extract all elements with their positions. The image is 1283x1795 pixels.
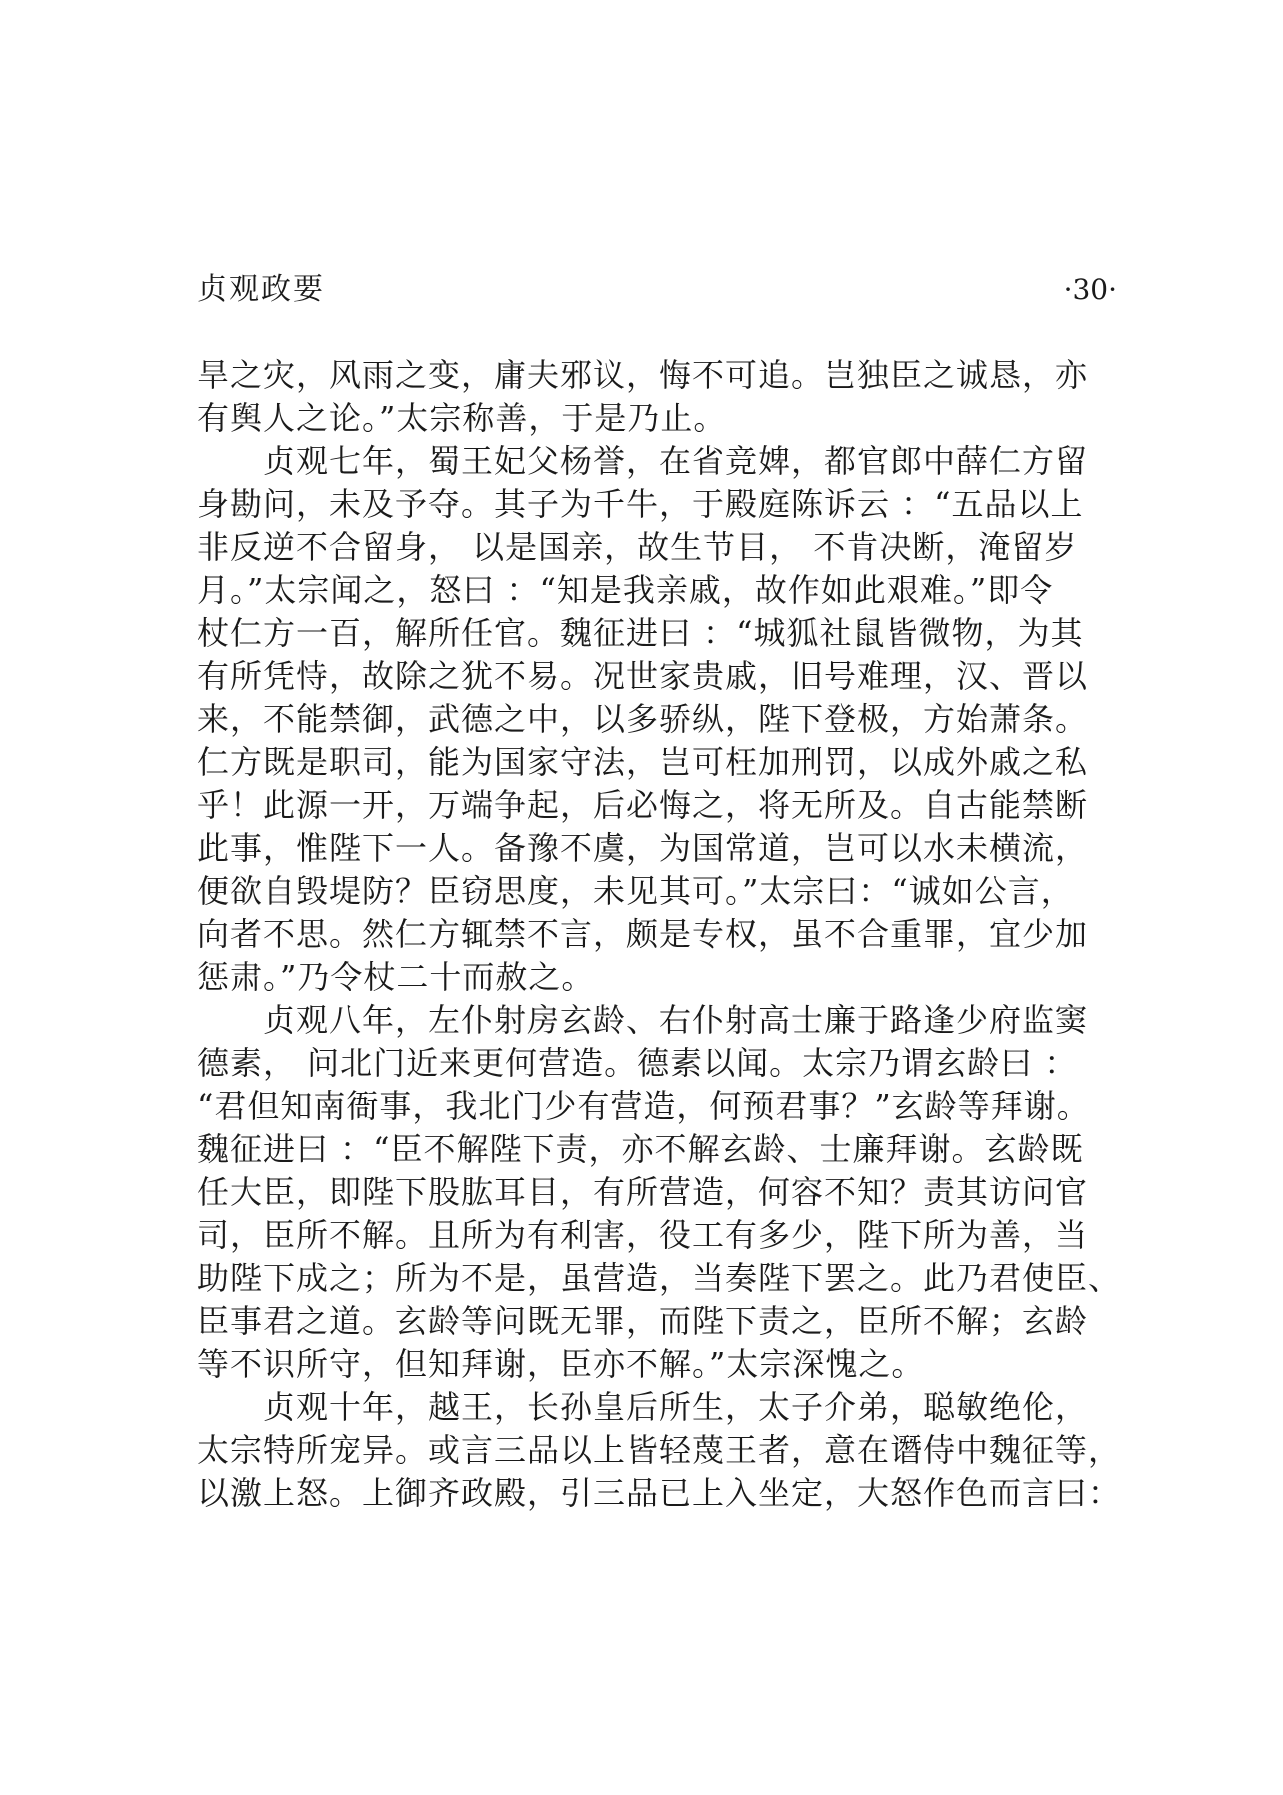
text-line: 臣事君之道。玄龄等问既无罪，而陛下责之，臣所不解；玄龄 [197,1302,1089,1340]
text-line: 向者不思。然仁方辄禁不言，颇是专权，虽不合重罪，宜少加 [197,915,1089,953]
text-line: 便欲自毁堤防？臣窃思度，未见其可。”太宗曰：“诚如公言， [197,872,1074,910]
text-line: 非反逆不合留身， 以是国亲，故生节目， 不肯决断，淹留岁 [197,528,1078,566]
text-line: 有所凭恃，故除之犹不易。况世家贵戚，旧号难理，汉、晋以 [197,657,1089,695]
text-line: 太宗特所宠异。或言三品以上皆轻蔑王者，意在谮侍中魏征等， [197,1431,1122,1469]
text-line: 助陛下成之；所为不是，虽营造，当奏陛下罢之。此乃君使臣、 [197,1259,1122,1297]
text-line: 来，不能禁御，武德之中，以多骄纵，陛下登极，方始萧条。 [197,700,1089,738]
text-line: “君但知南衙事，我北门少有营造，何预君事？”玄龄等拜谢。 [197,1087,1090,1125]
body-text [197,354,1122,1515]
paragraph-start-line: 贞观七年，蜀王妃父杨誉，在省竞婢，都官郎中薛仁方留 [263,442,1089,480]
text-line: 乎！此源一开，万端争起，后必悔之，将无所及。自古能禁断 [197,786,1089,824]
text-line: 杖仁方一百，解所任官。魏征进曰 ：“城狐社鼠皆微物，为其 [197,614,1084,652]
text-line: 月。”太宗闻之，怒曰 ：“知是我亲戚，故作如此艰难。”即令 [197,571,1054,609]
text-line: 有舆人之论。”太宗称善，于是乃止。 [197,399,727,437]
text-line: 德素， 问北门近来更何营造。德素以闻。太宗乃谓玄龄曰 ： [197,1044,1078,1082]
text-line: 身勘问，未及予夺。其子为千牛，于殿庭陈诉云 ：“五品以上 [197,485,1084,523]
text-line: 旱之灾，风雨之变，庸夫邪议，悔不可追。岂独臣之诚恳，亦 [197,356,1089,394]
text-line: 以激上怒。上御齐政殿，引三品已上入坐定，大怒作色而言曰： [197,1474,1122,1512]
paragraph-start-line: 贞观八年，左仆射房玄龄、右仆射高士廉于路逢少府监窦 [263,1001,1089,1039]
page-number: ·30· [1063,273,1117,306]
text-line: 任大臣，即陛下股肱耳目，有所营造，何容不知？责其访问官 [197,1173,1089,1211]
book-title: 贞观政要 [197,272,325,307]
text-line: 司，臣所不解。且所为有利害，役工有多少，陛下所为善，当 [197,1216,1089,1254]
text-line: 魏征进曰 ：“臣不解陛下责，亦不解玄龄、士廉拜谢。玄龄既 [197,1130,1084,1168]
text-line: 惩肃。”乃令杖二十而赦之。 [197,958,595,996]
page-header [197,270,1117,310]
paragraph-start-line: 贞观十年，越王，长孙皇后所生，太子介弟，聪敏绝伦， [263,1388,1089,1426]
text-line: 等不识所守，但知拜谢，臣亦不解。”太宗深愧之。 [197,1345,925,1383]
text-line: 仁方既是职司，能为国家守法，岂可枉加刑罚，以成外戚之私 [197,743,1089,781]
text-line: 此事，惟陛下一人。备豫不虞，为国常道，岂可以水未横流， [197,829,1089,867]
